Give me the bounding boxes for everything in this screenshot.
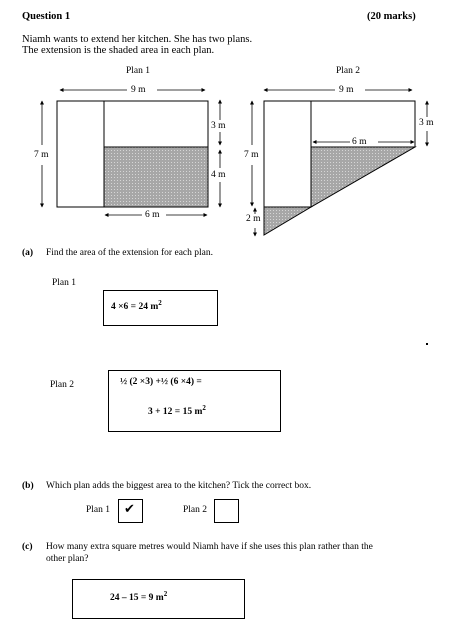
plan2-right-dim: 3 m xyxy=(419,118,434,128)
part-b-plan1-label: Plan 1 xyxy=(86,505,111,515)
plan2-answer-line1: ½ (2 ×3) +½ (6 ×4) = xyxy=(120,377,202,387)
plan1-kitchen-top xyxy=(104,101,208,147)
part-a-plan2-label: Plan 2 xyxy=(50,380,75,390)
plan2-answer-box[interactable] xyxy=(108,370,281,432)
part-c-question-line2: other plan? xyxy=(46,554,89,564)
plan2-shape xyxy=(264,101,415,235)
part-c-label: (c) xyxy=(22,542,33,552)
plan2-left-dim: 7 m xyxy=(244,150,259,160)
part-a-question: Find the area of the extension for each plan. xyxy=(46,248,213,258)
plan2-inner-dim: 6 m xyxy=(352,137,367,147)
plan2-kitchen-left xyxy=(264,101,311,207)
part-c-question-line1: How many extra square metres would Niamh have if she uses this plan rather than the xyxy=(46,542,373,552)
plan1-answer-box[interactable] xyxy=(103,290,218,326)
plan2-extension-small xyxy=(264,207,311,235)
question-title: Question 1 xyxy=(22,11,71,22)
plan1-answer: 4 ×6 = 24 $m^2$ xyxy=(111,299,162,313)
plan1-bottom-dim: 6 m xyxy=(145,210,160,220)
part-a-label: (a) xyxy=(22,248,34,258)
part-c-answer: 24 – 15 = 9 $m^2$ xyxy=(110,590,168,604)
check-icon: ✔ xyxy=(124,502,135,517)
plan1-extension xyxy=(104,147,208,207)
intro-line-2: The extension is the shaded area in each plan. xyxy=(22,45,215,56)
plan1-title: Plan 1 xyxy=(126,66,151,76)
plan2-answer-line2: 3 + 12 = 15 $m^2$ xyxy=(148,404,206,418)
part-a-plan1-label: Plan 1 xyxy=(52,278,77,288)
part-c-answer-box[interactable] xyxy=(72,579,245,619)
plan2-bottom-dim: 2 m xyxy=(246,214,261,224)
plan1-right-bottom-dim: 4 m xyxy=(211,170,226,180)
part-b-question: Which plan adds the biggest area to the kitchen? Tick the correct box. xyxy=(46,481,312,491)
plan2-tick-box[interactable] xyxy=(214,499,239,523)
plan1-top-dim: 9 m xyxy=(131,85,146,95)
intro-line-1: Niamh wants to extend her kitchen. She has two plans. xyxy=(22,34,253,45)
plan2-title: Plan 2 xyxy=(336,66,361,76)
plan1-left-dim: 7 m xyxy=(34,150,49,160)
plan1-right-top-dim: 3 m xyxy=(211,121,226,131)
plan2-extension-triangle xyxy=(311,147,415,207)
plan1-shape xyxy=(57,101,208,207)
part-b-plan2-label: Plan 2 xyxy=(183,505,208,515)
plan1-kitchen-left xyxy=(57,101,104,207)
plan2-top-dim: 9 m xyxy=(339,85,354,95)
plan1-tick-box[interactable] xyxy=(118,499,143,523)
stray-dot xyxy=(426,343,428,345)
marks-label: (20 marks) xyxy=(367,11,416,22)
part-b-label: (b) xyxy=(22,481,34,491)
